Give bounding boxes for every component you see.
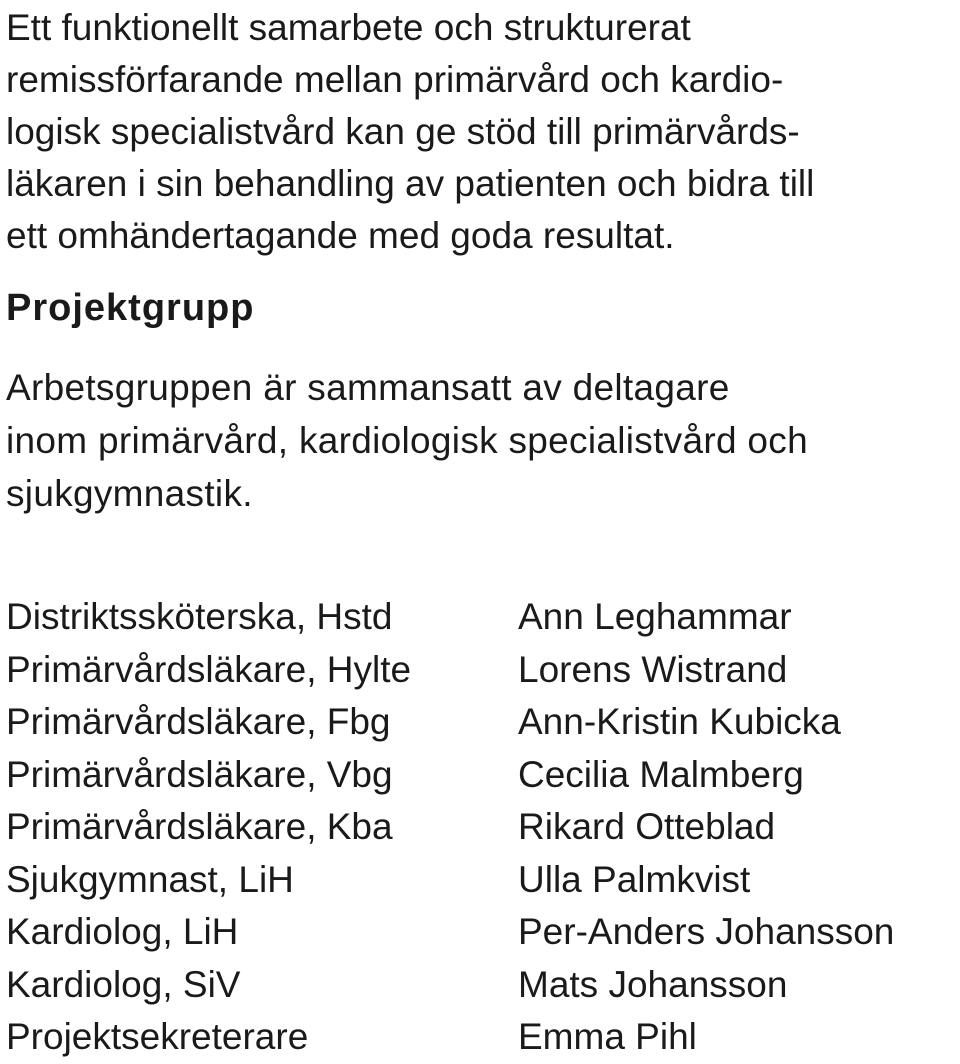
group-description <box>6 361 808 520</box>
member-row <box>6 696 956 749</box>
member-row <box>6 749 956 802</box>
member-row <box>6 644 956 697</box>
member-name: Ulla Palmkvist <box>518 858 751 900</box>
member-name: Cecilia Malmberg <box>518 753 804 795</box>
document-page <box>6 0 956 1058</box>
member-name: Per-Anders Johansson <box>518 911 895 953</box>
member-name: Rikard Otteblad <box>518 806 776 848</box>
member-row <box>6 591 956 644</box>
member-name: Ann Leghammar <box>518 596 792 638</box>
member-row <box>6 959 956 1012</box>
member-role: Primärvårdsläkare, Hylte <box>6 648 412 690</box>
member-row <box>6 854 956 907</box>
member-role: Primärvårdsläkare, Vbg <box>6 753 393 795</box>
description-line: inom primärvård, kardiologisk specialistvård och <box>6 420 808 461</box>
member-list <box>6 591 956 1064</box>
member-row <box>6 906 956 959</box>
intro-line: logisk specialistvård kan ge stöd till primärvårds- <box>6 111 800 152</box>
member-role: Projektsekreterare <box>6 1016 309 1058</box>
intro-paragraph <box>6 0 951 262</box>
member-name: Mats Johansson <box>518 963 788 1005</box>
member-name: Lorens Wistrand <box>518 648 788 690</box>
member-role: Kardiolog, SiV <box>6 963 241 1005</box>
intro-line: ett omhändertagande med goda resultat. <box>6 215 675 256</box>
description-line: sjukgymnastik. <box>6 473 253 514</box>
member-row <box>6 801 956 854</box>
intro-line: Ett funktionellt samarbete och strukturerat <box>6 7 691 48</box>
member-role: Kardiolog, LiH <box>6 911 239 953</box>
member-row <box>6 1011 956 1064</box>
member-name: Emma Pihl <box>518 1016 697 1058</box>
section-heading: Projektgrupp <box>6 287 255 329</box>
intro-line: remissförfarande mellan primärvård och kardio- <box>6 59 784 100</box>
member-role: Primärvårdsläkare, Fbg <box>6 701 391 743</box>
description-line: Arbetsgruppen är sammansatt av deltagare <box>6 367 730 408</box>
member-name: Ann-Kristin Kubicka <box>518 701 841 743</box>
intro-line: läkaren i sin behandling av patienten och bidra till <box>6 163 815 204</box>
member-role: Distriktssköterska, Hstd <box>6 596 393 638</box>
member-role: Primärvårdsläkare, Kba <box>6 806 393 848</box>
member-role: Sjukgymnast, LiH <box>6 858 294 900</box>
